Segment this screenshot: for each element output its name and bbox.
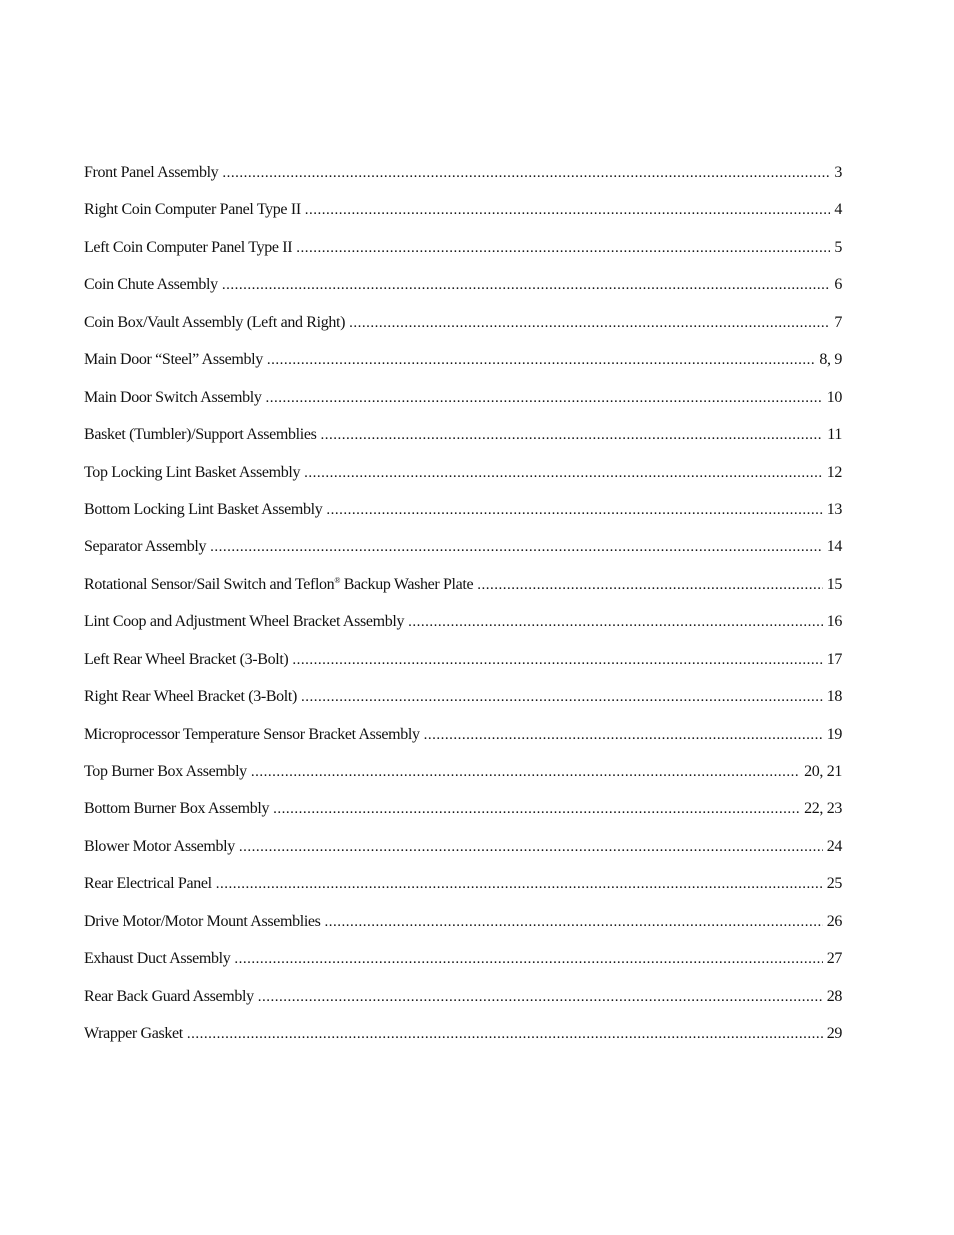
dot-leader <box>267 352 816 369</box>
toc-entry-title: Main Door “Steel” Assembly <box>84 351 263 369</box>
dot-leader <box>239 839 823 856</box>
toc-entry-page: 10 <box>826 388 842 406</box>
dot-leader <box>408 614 823 631</box>
toc-entry-title: Left Coin Computer Panel Type II <box>84 238 293 256</box>
table-of-contents <box>84 164 842 1063</box>
toc-entry-title-part: Backup Washer Plate <box>340 575 474 593</box>
toc-entry-title: Top Burner Box Assembly <box>84 763 247 780</box>
toc-entry-page: 19 <box>826 725 842 743</box>
toc-entry-page: 8, 9 <box>819 351 842 369</box>
toc-entry[interactable] <box>84 426 842 463</box>
toc-entry-title: Main Door Switch Assembly <box>84 388 262 406</box>
dot-leader <box>265 390 822 407</box>
dot-leader <box>216 876 823 893</box>
toc-entry-page: 6 <box>834 276 842 294</box>
dot-leader <box>222 165 830 182</box>
toc-entry-title: Bottom Locking Lint Basket Assembly <box>84 500 323 518</box>
toc-entry-page: 14 <box>826 538 842 556</box>
toc-entry[interactable] <box>84 164 842 201</box>
toc-entry-page: 13 <box>826 500 842 518</box>
toc-entry-title: Wrapper Gasket <box>84 1025 183 1043</box>
toc-entry-page: 29 <box>826 1025 842 1043</box>
dot-leader <box>222 277 831 294</box>
toc-entry-title: Bottom Burner Box Assembly <box>84 800 270 818</box>
toc-entry-page: 16 <box>826 613 842 631</box>
dot-leader <box>301 689 823 706</box>
toc-entry[interactable] <box>84 576 842 613</box>
dot-leader <box>424 727 823 744</box>
toc-entry[interactable] <box>84 351 842 388</box>
dot-leader <box>273 801 800 818</box>
dot-leader <box>305 202 831 219</box>
toc-entry-title: Microprocessor Temperature Sensor Bracket Assembly <box>84 725 420 743</box>
toc-entry-title: Drive Motor/Motor Mount Assemblies <box>84 912 321 930</box>
dot-leader <box>477 577 822 594</box>
toc-entry-title: Blower Motor Assembly <box>84 837 235 855</box>
toc-entry[interactable] <box>84 239 842 276</box>
dot-leader <box>304 465 823 482</box>
toc-entry-page: 18 <box>826 688 842 706</box>
dot-leader <box>326 502 822 519</box>
toc-entry[interactable] <box>84 1025 842 1062</box>
dot-leader <box>292 652 822 669</box>
toc-entry[interactable] <box>84 875 842 912</box>
toc-entry-title <box>84 576 473 594</box>
toc-entry-title: Top Locking Lint Basket Assembly <box>84 463 301 481</box>
toc-entry-title: Right Rear Wheel Bracket (3-Bolt) <box>84 688 297 706</box>
toc-entry-title: Basket (Tumbler)/Support Assemblies <box>84 426 317 444</box>
toc-entry[interactable] <box>84 276 842 313</box>
toc-entry-title: Right Coin Computer Panel Type II <box>84 201 301 219</box>
toc-entry-page: 5 <box>834 238 842 256</box>
toc-entry[interactable] <box>84 838 842 875</box>
toc-entry[interactable] <box>84 726 842 763</box>
toc-entry-title: Coin Box/Vault Assembly (Left and Right) <box>84 313 346 331</box>
toc-entry-title: Separator Assembly <box>84 538 207 556</box>
toc-entry[interactable] <box>84 800 842 837</box>
toc-entry-page: 7 <box>834 313 842 331</box>
toc-entry-title: Lint Coop and Adjustment Wheel Bracket Assembly <box>84 613 405 631</box>
toc-entry[interactable] <box>84 651 842 688</box>
toc-entry-page: 11 <box>827 426 842 444</box>
toc-entry[interactable] <box>84 201 842 238</box>
toc-entry[interactable] <box>84 913 842 950</box>
toc-entry[interactable] <box>84 763 842 800</box>
toc-entry-page: 4 <box>834 201 842 219</box>
toc-entry-page: 17 <box>826 650 842 668</box>
toc-entry-page: 27 <box>826 950 842 968</box>
toc-entry-title: Front Panel Assembly <box>84 164 219 181</box>
toc-entry-page: 12 <box>826 463 842 481</box>
toc-entry-title: Rear Electrical Panel <box>84 875 212 893</box>
toc-entry[interactable] <box>84 688 842 725</box>
dot-leader <box>296 240 830 257</box>
toc-entry[interactable] <box>84 538 842 575</box>
toc-entry[interactable] <box>84 613 842 650</box>
dot-leader <box>187 1026 823 1043</box>
dot-leader <box>349 315 830 332</box>
toc-entry-page: 22, 23 <box>804 800 842 818</box>
toc-entry-title: Exhaust Duct Assembly <box>84 950 231 968</box>
toc-entry[interactable] <box>84 314 842 351</box>
toc-entry-page: 3 <box>834 164 842 181</box>
toc-entry-title: Rear Back Guard Assembly <box>84 987 254 1005</box>
dot-leader <box>210 539 823 556</box>
toc-entry-page: 26 <box>826 912 842 930</box>
dot-leader <box>251 764 800 781</box>
toc-entry-page: 28 <box>826 987 842 1005</box>
toc-entry-page: 24 <box>826 837 842 855</box>
toc-entry[interactable] <box>84 464 842 501</box>
toc-entry-page: 25 <box>826 875 842 893</box>
toc-entry[interactable] <box>84 389 842 426</box>
toc-entry-title-part: Rotational Sensor/Sail Switch and Teflon <box>84 575 335 593</box>
toc-entry-page: 20, 21 <box>804 763 842 780</box>
dot-leader <box>321 427 824 444</box>
toc-entry[interactable] <box>84 950 842 987</box>
dot-leader <box>325 914 823 931</box>
dot-leader <box>234 951 822 968</box>
toc-entry[interactable] <box>84 501 842 538</box>
toc-entry-title: Left Rear Wheel Bracket (3-Bolt) <box>84 650 289 668</box>
toc-entry-title: Coin Chute Assembly <box>84 276 218 294</box>
toc-entry-page: 15 <box>826 575 842 593</box>
toc-entry[interactable] <box>84 988 842 1025</box>
registered-mark: ® <box>334 575 341 585</box>
dot-leader <box>258 989 823 1006</box>
